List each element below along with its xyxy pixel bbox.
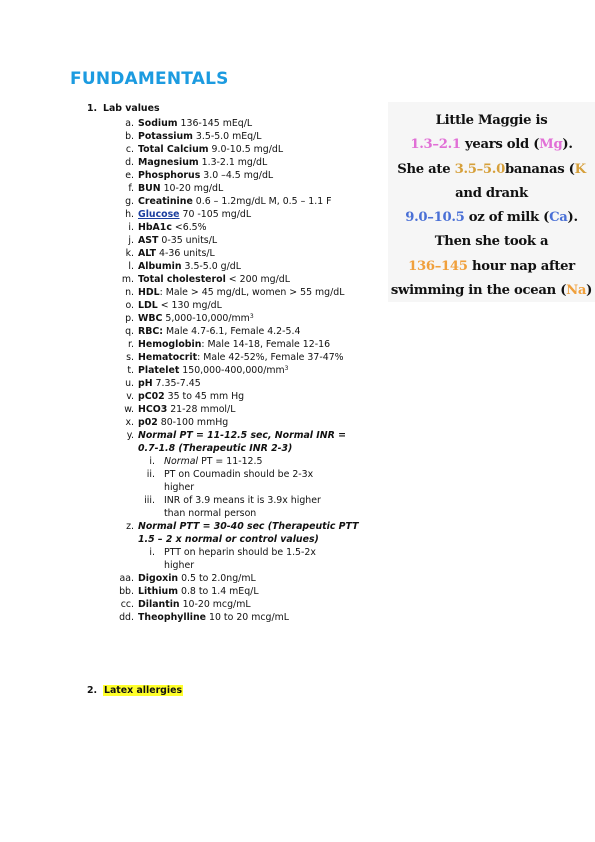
lab-value: 3.5-5.0 mEq/L (192, 131, 262, 142)
lab-entry (138, 286, 368, 299)
lab-name: RBC: (138, 326, 163, 337)
ptt-sublist (118, 546, 368, 572)
list-marker: a. (125, 118, 134, 129)
list-item (118, 182, 368, 195)
lab-name: pH (138, 378, 153, 389)
list-marker: z. (126, 521, 134, 532)
lab-value: 35 to 45 mm Hg (164, 391, 245, 402)
mnemonic-line: Then she took a (434, 234, 549, 250)
drug-level-items (118, 572, 368, 624)
lab-name: Magnesium (138, 157, 199, 168)
lab-entry (138, 585, 368, 598)
lab-entry (138, 325, 368, 338)
list-item (118, 286, 368, 299)
list-item (118, 364, 368, 377)
lab-values-list (118, 117, 368, 624)
section-number: 2. (87, 685, 98, 696)
list-item (118, 611, 368, 624)
lab-value: : Male 14-18, Female 12-16 (201, 339, 331, 350)
lab-name: HbA1c (138, 222, 172, 233)
list-marker: e. (125, 170, 134, 181)
lab-value: 5,000-10,000/mm (162, 313, 250, 324)
lab-value: 70 -105 mg/dL (179, 209, 252, 220)
lab-entry (138, 182, 368, 195)
lab-entry (138, 221, 368, 234)
lab-value: < 130 mg/dL (157, 300, 222, 311)
lab-entry (138, 260, 368, 273)
lab-value: 7.35-7.45 (152, 378, 201, 389)
mnemonic-line: Little Maggie is (435, 113, 548, 128)
list-item (118, 585, 368, 598)
lab-entry (138, 169, 368, 182)
mnemonic-image (388, 102, 595, 302)
lab-name: HCO3 (138, 404, 168, 415)
list-marker: r. (128, 339, 134, 350)
lab-entry (138, 312, 368, 325)
list-item (118, 416, 368, 429)
list-marker: c. (125, 144, 134, 155)
sub-item (138, 494, 338, 520)
lab-entry (138, 572, 368, 585)
lab-name: Theophylline (138, 612, 207, 623)
list-item (118, 156, 368, 169)
lab-value: 80-100 mmHg (157, 417, 229, 428)
lab-value: : Male 42-52%, Female 37-47% (197, 352, 344, 363)
list-item (118, 260, 368, 273)
list-item (118, 312, 368, 325)
section-number: 1. (87, 103, 98, 114)
lab-name: Glucose (138, 209, 180, 220)
list-marker: m. (121, 274, 134, 285)
lab-name: WBC (138, 313, 163, 324)
list-item (118, 221, 368, 234)
list-marker: u. (125, 378, 134, 389)
list-item (118, 338, 368, 351)
list-marker: k. (125, 248, 134, 259)
mnemonic-line: 1.3–2.1 years old (Mg). (410, 137, 573, 153)
superscript: 3 (284, 365, 289, 372)
lab-name: Total cholesterol (138, 274, 226, 285)
list-item (118, 377, 368, 390)
sub-item (138, 546, 338, 572)
lab-value: Male 4.7-6.1, Female 4.2-5.4 (163, 326, 301, 337)
lab-items (118, 117, 368, 429)
lab-value: 9.0-10.5 mg/dL (208, 144, 284, 155)
lab-entry (138, 117, 368, 130)
lab-name: Digoxin (138, 573, 179, 584)
section-latex-allergies (87, 685, 183, 696)
list-marker: dd. (119, 612, 134, 623)
lab-entry (138, 234, 368, 247)
lab-value: 0.6 – 1.2mg/dL M, 0.5 – 1.1 F (192, 196, 332, 207)
sub-body: INR of 3.9 means it is 3.9x higher than normal person (164, 495, 321, 519)
list-marker: h. (125, 209, 134, 220)
lab-value: 10-20 mcg/mL (179, 599, 251, 610)
lab-entry (138, 247, 368, 260)
mnemonic-line: swimming in the ocean (Na) (390, 283, 593, 299)
list-item (118, 572, 368, 585)
superscript: 3 (249, 313, 254, 320)
lab-name: Potassium (138, 131, 193, 142)
lab-entry (138, 130, 368, 143)
lab-name: Phosphorus (138, 170, 201, 181)
lab-entry (138, 143, 368, 156)
list-item (118, 234, 368, 247)
list-item-ptt (118, 520, 368, 546)
lab-value: 150,000-400,000/mm (179, 365, 285, 376)
lab-value: : Male > 45 mg/dL, women > 55 mg/dL (159, 287, 345, 298)
sub-text (164, 494, 338, 520)
lab-entry (138, 390, 368, 403)
lab-value: 0.8 to 1.4 mEq/L (178, 586, 259, 597)
lab-entry (138, 611, 368, 624)
lab-name: pC02 (138, 391, 165, 402)
list-marker: o. (125, 300, 134, 311)
list-item (118, 403, 368, 416)
list-marker: cc. (120, 599, 134, 610)
list-marker: d. (125, 157, 134, 168)
lab-entry (138, 338, 368, 351)
lab-entry (138, 598, 368, 611)
list-item (118, 143, 368, 156)
mnemonic-line: 9.0–10.5 oz of milk (Ca). (405, 210, 578, 226)
list-marker: x. (125, 417, 134, 428)
lab-value: 1.3-2.1 mg/dL (198, 157, 268, 168)
lab-name: ALT (138, 248, 157, 259)
sub-marker: ii. (146, 469, 155, 480)
list-marker: t. (127, 365, 134, 376)
list-marker: y. (126, 430, 134, 441)
list-item (118, 169, 368, 182)
lab-name: Hemoglobin (138, 339, 202, 350)
lab-value: 0-35 units/L (158, 235, 218, 246)
list-item (118, 130, 368, 143)
section-lab-values (87, 103, 160, 114)
sub-marker: i. (149, 547, 155, 558)
lab-name: Dilantin (138, 599, 180, 610)
list-marker: p. (125, 313, 134, 324)
lab-name: AST (138, 235, 159, 246)
page-title: FUNDAMENTALS (70, 69, 229, 89)
lab-value: 0.5 to 2.0ng/mL (178, 573, 256, 584)
sub-body: PT on Coumadin should be 2-3x higher (164, 469, 314, 493)
lab-name: BUN (138, 183, 161, 194)
lab-entry (138, 364, 368, 377)
list-item (118, 195, 368, 208)
sub-item (138, 468, 338, 494)
lab-entry (138, 208, 368, 221)
list-marker: j. (128, 235, 134, 246)
lab-value: < 200 mg/dL (225, 274, 290, 285)
lab-value: 21-28 mmol/L (167, 404, 236, 415)
list-marker: w. (124, 404, 134, 415)
highlighted-heading: Latex allergies (104, 685, 183, 696)
sub-text (164, 468, 338, 494)
lab-name: Albumin (138, 261, 182, 272)
lab-name: Total Calcium (138, 144, 209, 155)
lab-value: 3.0 –4.5 mg/dL (200, 170, 274, 181)
list-marker: i. (128, 222, 134, 233)
list-item (118, 325, 368, 338)
lab-name: HDL (138, 287, 160, 298)
list-item (118, 299, 368, 312)
sub-item (138, 455, 338, 468)
lab-name: Sodium (138, 118, 178, 129)
list-item-pt (118, 429, 368, 455)
sub-body: PTT on heparin should be 1.5-2x higher (164, 547, 316, 571)
lab-entry (138, 273, 368, 286)
mnemonic-line: and drank (455, 185, 528, 201)
lab-value: 4-36 units/L (156, 248, 215, 259)
sub-text (164, 546, 338, 572)
list-item (118, 390, 368, 403)
list-marker: q. (125, 326, 134, 337)
lab-name: Hematocrit (138, 352, 198, 363)
lab-name: p02 (138, 417, 158, 428)
sub-marker: i. (149, 456, 155, 467)
lab-value: 10 to 20 mcg/mL (206, 612, 289, 623)
list-marker: g. (125, 196, 134, 207)
lab-name: Lithium (138, 586, 178, 597)
sub-text (164, 455, 338, 468)
list-item (118, 247, 368, 260)
italic-text: Normal (164, 456, 199, 467)
ptt-heading: Normal PTT = 30-40 sec (Therapeutic PTT 1.5 – 2 x normal or control values) (138, 521, 359, 545)
lab-entry (138, 195, 368, 208)
lab-value: 3.5-5.0 g/dL (181, 261, 241, 272)
list-marker: bb. (119, 586, 134, 597)
mnemonic-line: 136–145 hour nap after (408, 258, 575, 274)
lab-name: Creatinine (138, 196, 193, 207)
mnemonic-line: She ate 3.5–5.0bananas (K (397, 161, 586, 177)
lab-name: LDL (138, 300, 158, 311)
lab-entry (138, 351, 368, 364)
list-marker: b. (125, 131, 134, 142)
list-marker: aa. (119, 573, 134, 584)
sub-marker: iii. (144, 495, 155, 506)
list-item (118, 117, 368, 130)
list-item (118, 273, 368, 286)
lab-entry (138, 377, 368, 390)
lab-value: <6.5% (171, 222, 207, 233)
lab-entry (138, 299, 368, 312)
list-item (118, 598, 368, 611)
lab-entry (138, 403, 368, 416)
list-marker: s. (126, 352, 134, 363)
pt-heading: Normal PT = 11-12.5 sec, Normal INR = 0.7-1.8 (Therapeutic INR 2-3) (138, 430, 346, 454)
list-marker: f. (128, 183, 134, 194)
lab-value: 136-145 mEq/L (177, 118, 253, 129)
list-item (118, 208, 368, 221)
pt-sublist (118, 455, 368, 520)
sub-body: PT = 11-12.5 (198, 456, 263, 467)
lab-entry (138, 156, 368, 169)
list-marker: l. (128, 261, 134, 272)
section-label: Lab values (103, 103, 160, 114)
lab-name: Platelet (138, 365, 180, 376)
list-marker: n. (125, 287, 134, 298)
lab-value: 10-20 mg/dL (160, 183, 224, 194)
list-item (118, 351, 368, 364)
lab-entry (138, 416, 368, 429)
list-marker: v. (126, 391, 134, 402)
